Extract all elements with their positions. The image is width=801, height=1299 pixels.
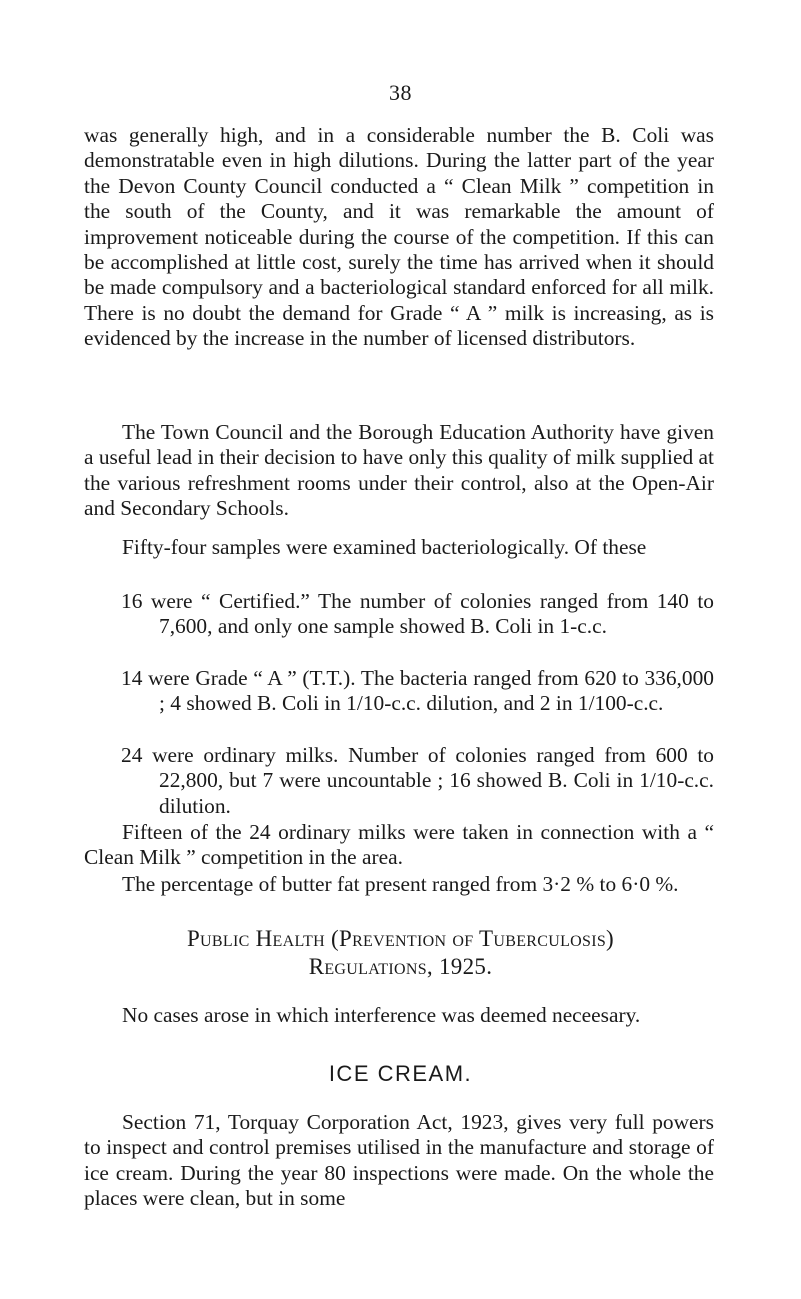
paragraph-butter-fat: The percentage of butter fat present ranged from 3·2 % to 6·0 %.: [122, 872, 679, 896]
paragraph-section-71: Section 71, Torquay Corporation Act, 1923, gives very full powers to inspect and control premises utilised in the manufacture and storage of ice cream. During the year 80 inspections were made. On the whole the places were clean, but in some: [84, 1110, 714, 1211]
paragraph-samples-intro: Fifty-four samples were examined bacteriologically. Of these: [122, 535, 647, 559]
heading-regulations-line1: Public Health (Prevention of Tuberculosis): [186, 926, 615, 951]
paragraph-clean-milk-competition: Fifteen of the 24 ordinary milks were taken in connection with a “ Clean Milk ” competition in the area.: [84, 820, 714, 870]
paragraph-no-cases: No cases arose in which interference was deemed neceesary.: [122, 1003, 641, 1027]
list-item-certified: 16 were “ Certified.” The number of colonies ranged from 140 to 7,600, and only one sample showed B. Coli in 1-c.c.: [121, 589, 714, 639]
paragraph-town-council: The Town Council and the Borough Education Authority have given a useful lead in their decision to have only this quality of milk supplied at the various refreshment rooms under their control, also at the Open-Air and Secondary Schools.: [84, 420, 714, 521]
paragraph-milk-quality: was generally high, and in a considerable number the B. Coli was demonstratable even in high dilutions. During the latter part of the year the Devon County Council conducted a “ Clean Milk ” competition in the south of the County, and it was remarkable the amount of improvement noticeable during the course of the competition. If this can be accomplished at little cost, surely the time has arrived when it should be made compulsory and a bacteriological standard enforced for all milk. There is no doubt the demand for Grade “ A ” milk is increasing, as is evidenced by the increase in the number of licensed distributors.: [84, 123, 714, 351]
heading-regulations-line2: Regulations, 1925.: [308, 954, 493, 979]
page-number: 38: [389, 80, 412, 105]
heading-ice-cream: ICE CREAM.: [328, 1061, 473, 1086]
list-item-ordinary: 24 were ordinary milks. Number of colonies ranged from 600 to 22,800, but 7 were uncountable ; 16 showed B. Coli in 1/10-c.c. dilution.: [121, 743, 714, 818]
list-item-grade-a: 14 were Grade “ A ” (T.T.). The bacteria ranged from 620 to 336,000 ; 4 showed B. Coli in 1/10-c.c. dilution, and 2 in 1/100-c.c.: [121, 666, 714, 716]
